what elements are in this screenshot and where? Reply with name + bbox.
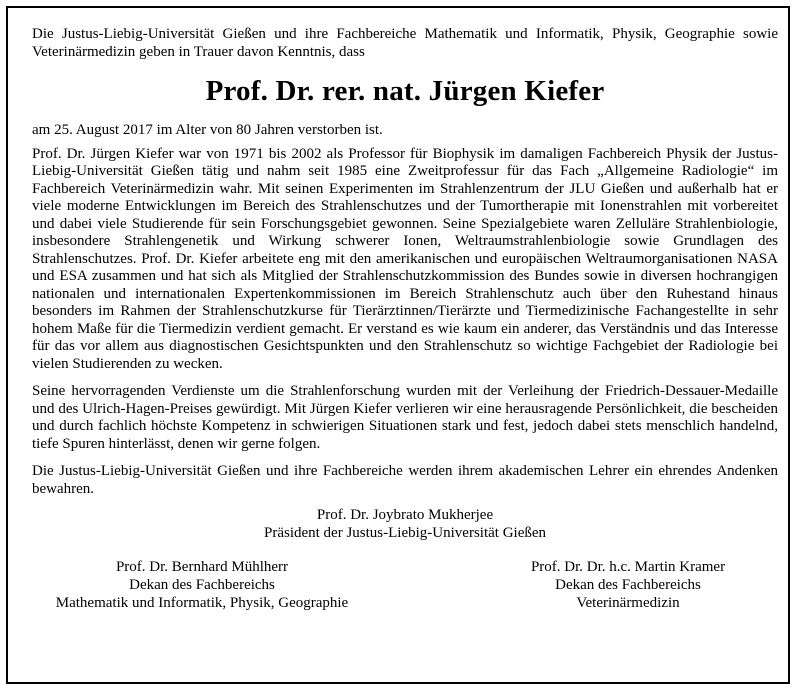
president-signature [32,506,778,542]
dean-left-dept: Mathematik und Informatik, Physik, Geographie [55,595,349,611]
notice-content [32,26,778,618]
dean-right-dept: Veterinärmedizin [576,595,680,611]
dean-signatures [32,558,778,618]
biography-paragraph: Prof. Dr. Jürgen Kiefer war von 1971 bis 2002 als Professor für Biophysik im damaligen Fachbereich Physik der Justus-Liebig-Universität Gießen tätig und nahm seit 1985 eine Zweitprofessur für das Fach „Allgemeine Radiologie“ im Fachbereich Veterinärmedizin wahr. Mit seinen Experimenten im Strahlenzentrum der JLU Gießen und außerhalb hat er viele moderne Entwicklungen im Bereich des Strahlenschutzes und der Tumortherapie mit Ionenstrahlen mit vorbereitet und dabei viele Studierende für sein Forschungsgebiet gewonnen. Seine Spezialgebiete waren Zelluläre Strahlenbiologie, insbesondere Strahlengenetik und Wirkung schwerer Ionen, Weltraumstrahlenbiologie sowie Grundlagen des Strahlenschutzes. Prof. Dr. Kiefer arbeitete eng mit den amerikanischen und europäischen Weltraumorganisationen NASA und ESA zusammen und hat sich als Mitglied der Strahlenschutzkommission des Bundes sowie in diversen hochrangigen nationalen und internationalen Expertenkommissionen im Bereich Strahlenschutz auch über den Ruhestand hinaus besonders im Rahmen der Strahlenschutzkurse für Tierärztinnen/Tierärzte und Tiermedizinische Fachangestellte in sehr hohem Maße für die Tiermedizin verdient gemacht. Er verstand es wie kaum ein anderer, das Verständnis und das Interesse für das vor allem aus diagnostischen Gesichtspunkten und den Strahlenschutz so wichtige Fachgebiet der Radiologie bei vielen Studierenden zu wecken. [32,145,778,372]
dean-left-signature [32,558,372,612]
president-role: Präsident der Justus-Liebig-Universität Gießen [263,525,547,541]
dean-right-role: Dekan des Fachbereichs [555,577,701,593]
dean-right-signature [478,558,778,612]
intro-text: Die Justus-Liebig-Universität Gießen und ihre Fachbereiche Mathematik und Informatik, Physik, Geographie sowie Veterinärmedizin geben in Trauer davon Kenntnis, dass [32,26,778,60]
dean-right-name: Prof. Dr. Dr. h.c. Martin Kramer [530,559,726,575]
death-note: am 25. August 2017 im Alter von 80 Jahren verstorben ist. [32,122,383,138]
merits-paragraph: Seine hervorragenden Verdienste um die Strahlenforschung wurden mit der Verleihung der Friedrich-Dessauer-Medaille und des Ulrich-Hagen-Preises gewürdigt. Mit Jürgen Kiefer verlieren wir eine herausragende Persönlichkeit, die bescheiden und durch fachlich höchste Kompetenz in schwierigen Situationen stark und fest, jedoch dabei stets menschlich handelnd, tiefe Spuren hinterlässt, denen wir gerne folgen. [32,383,778,452]
dean-left-name: Prof. Dr. Bernhard Mühlherr [115,559,289,575]
dean-left-role: Dekan des Fachbereichs [129,577,275,593]
deceased-name: Prof. Dr. rer. nat. Jürgen Kiefer [205,75,605,107]
president-name: Prof. Dr. Joybrato Mukherjee [316,507,494,523]
closing-paragraph: Die Justus-Liebig-Universität Gießen und ihre Fachbereiche werden ihrem akademischen Lehrer ein ehrendes Andenken bewahren. [32,463,778,497]
obituary-notice [6,6,790,684]
